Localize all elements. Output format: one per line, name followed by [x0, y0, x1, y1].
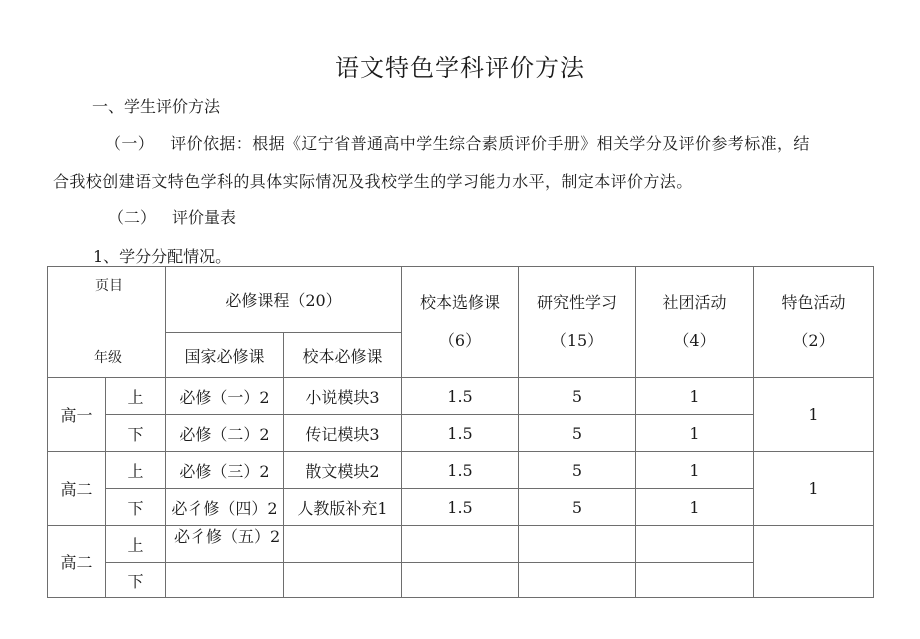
- research-credit-cell: 5: [519, 489, 636, 526]
- club-credit-cell: 1: [636, 415, 754, 452]
- corner-label-item: 页目: [95, 278, 123, 294]
- elective-credit-cell: 1.5: [402, 415, 519, 452]
- national-course-cell: 必彳修（四）2: [166, 489, 284, 526]
- corner-label-grade: 年级: [94, 350, 122, 366]
- grade-cell: 高二: [48, 526, 106, 598]
- term-cell: 下: [106, 415, 166, 452]
- header-special-credit: （2）: [792, 331, 835, 350]
- paragraph-2-label: （二）: [108, 208, 157, 227]
- header-special-label: 特色活动: [781, 293, 846, 312]
- term-cell: 下: [106, 563, 166, 598]
- school-course-cell: 小说模块3: [284, 378, 402, 415]
- term-cell: 上: [106, 526, 166, 563]
- club-credit-cell: 1: [636, 452, 754, 489]
- header-corner-cell: [48, 267, 166, 378]
- header-club-activity: [636, 267, 754, 378]
- paragraph-2: [108, 205, 236, 228]
- school-course-cell: [284, 526, 402, 563]
- elective-credit-cell: 1.5: [402, 378, 519, 415]
- table-row: [48, 489, 874, 526]
- elective-credit-cell: 1.5: [402, 489, 519, 526]
- research-credit-cell: 5: [519, 415, 636, 452]
- club-credit-cell: [636, 526, 754, 563]
- research-credit-cell: 5: [519, 452, 636, 489]
- table-row: [48, 526, 874, 563]
- paragraph-1-line-2: 合我校创建语文特色学科的具体实际情况及我校学生的学习能力水平，制定本评价方法。: [53, 172, 693, 191]
- header-club-credit: （4）: [673, 331, 716, 350]
- national-course-cell: 必修（三）2: [166, 452, 284, 489]
- item-1: 1、学分分配情况。: [93, 247, 232, 266]
- research-credit-cell: [519, 526, 636, 563]
- research-credit-cell: 5: [519, 378, 636, 415]
- table-row: [48, 452, 874, 489]
- header-school-elective-label: 校本选修课: [419, 293, 500, 312]
- national-course-cell: [166, 563, 284, 598]
- table-row: [48, 563, 874, 598]
- elective-credit-cell: [402, 563, 519, 598]
- national-course-cell: 必修（二）2: [166, 415, 284, 452]
- school-course-cell: 人教版补充1: [284, 489, 402, 526]
- term-cell: 上: [106, 452, 166, 489]
- header-required-course: 必修课程（20）: [166, 267, 402, 333]
- paragraph-1-label: （一）: [105, 134, 155, 153]
- special-credit-cell: 1: [754, 378, 874, 452]
- header-research-study: [519, 267, 636, 378]
- term-cell: 下: [106, 489, 166, 526]
- national-course-cell: 必彳修（五）2: [166, 526, 284, 563]
- header-school-elective-credit: （6）: [438, 331, 482, 350]
- header-club-label: 社团活动: [662, 293, 727, 312]
- elective-credit-cell: [402, 526, 519, 563]
- header-school-required: 校本必修课: [284, 333, 402, 378]
- special-credit-cell: [754, 526, 874, 598]
- national-course-cell: 必修（一）2: [166, 378, 284, 415]
- paragraph-1-line-1: [105, 131, 810, 154]
- club-credit-cell: [636, 563, 754, 598]
- grade-cell: 高二: [48, 452, 106, 526]
- document-title: 语文特色学科评价方法: [335, 54, 585, 82]
- term-cell: 上: [106, 378, 166, 415]
- research-credit-cell: [519, 563, 636, 598]
- table-row: [48, 378, 874, 415]
- grade-cell: 高一: [48, 378, 106, 452]
- header-research-credit: （15）: [550, 331, 604, 350]
- credit-allocation-table: [47, 266, 874, 598]
- header-national-required: 国家必修课: [166, 333, 284, 378]
- school-course-cell: 传记模块3: [284, 415, 402, 452]
- club-credit-cell: 1: [636, 489, 754, 526]
- school-course-cell: [284, 563, 402, 598]
- section-heading: 一、学生评价方法: [92, 97, 221, 116]
- school-course-cell: 散文模块2: [284, 452, 402, 489]
- table-row: [48, 415, 874, 452]
- club-credit-cell: 1: [636, 378, 754, 415]
- paragraph-1-text: 评价依据：根据《辽宁省普通高中学生综合素质评价手册》相关学分及评价参考标准，结: [170, 134, 810, 153]
- header-special-activity: [754, 267, 874, 378]
- header-school-elective: [402, 267, 519, 378]
- special-credit-cell: 1: [754, 452, 874, 526]
- elective-credit-cell: 1.5: [402, 452, 519, 489]
- header-research-label: 研究性学习: [536, 293, 617, 312]
- paragraph-2-text: 评价量表: [172, 208, 237, 227]
